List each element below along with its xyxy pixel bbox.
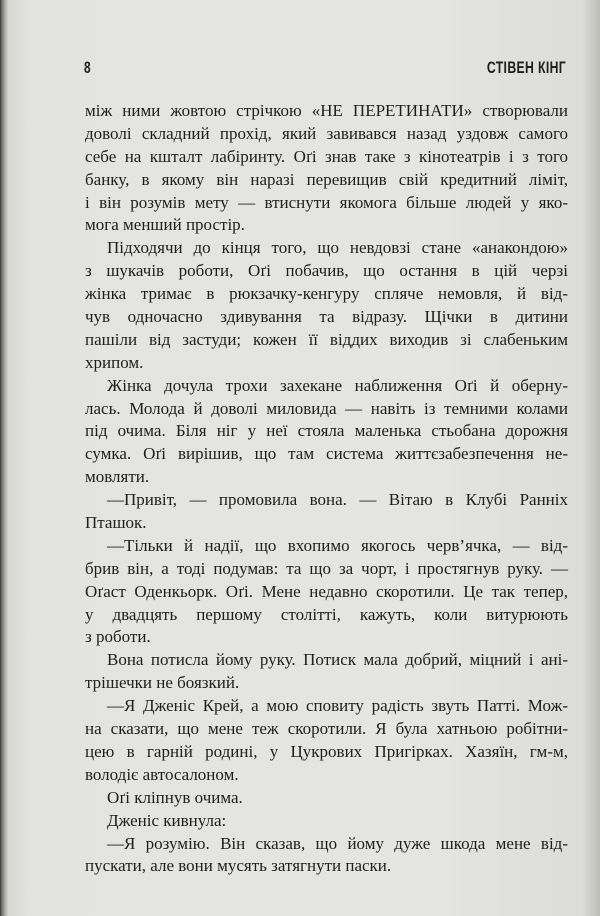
text-line: під очима. Біля ніг у неї стояла маленька стьобана дорожня bbox=[85, 421, 568, 441]
text-line: цею в гарній родині, у Цукрових Пригірках. Хазяїн, гм-м, bbox=[85, 741, 568, 761]
text-line: Пташок. bbox=[85, 513, 147, 533]
text-line: лась. Молода й доволі миловида — навіть із темними колами bbox=[85, 398, 568, 418]
text-line: Оґаст Оденкьорк. Оґі. Мене недавно скоротили. Це так тепер, bbox=[85, 581, 568, 601]
text-line: мовляти. bbox=[85, 467, 150, 487]
text-line: між ними жовтою стрічкою «НЕ ПЕРЕТИНАТИ» створювали bbox=[85, 101, 568, 120]
text-line: Дженіс кивнула: bbox=[107, 810, 227, 830]
body-text bbox=[85, 100, 568, 878]
text-line: —Я розумію. Він сказав, що йому дуже шкода мене від- bbox=[107, 833, 568, 853]
text-line: —Тільки й надії, що вхопимо якогось черв’ячка, — від- bbox=[107, 535, 568, 555]
text-line: доволі складний прохід, який завивався назад уздовж самого bbox=[85, 123, 568, 143]
text-line: з шукачів роботи, Оґі побачив, що остання в цій черзі bbox=[85, 261, 568, 281]
text-line: сумка. Оґі вирішив, що там система життєзабезпечення не- bbox=[85, 444, 568, 464]
text-line: Вона потисла йому руку. Потиск мала добрий, міцний і ані- bbox=[107, 650, 568, 670]
text-line: і він розумів мету — втиснути якомога більше людей у яко- bbox=[85, 192, 568, 212]
text-line: себе на кшталт лабіринту. Оґі знав таке з кінотеатрів і з того bbox=[85, 146, 568, 166]
text-line: хрипом. bbox=[85, 352, 144, 372]
text-line: володіє автосалоном. bbox=[85, 764, 239, 784]
running-head-author: СТІВЕН КІНГ bbox=[486, 58, 566, 77]
text-line: —Привіт, — промовила вона. — Вітаю в Клубі Ранніх bbox=[107, 490, 568, 510]
page-number: 8 bbox=[84, 58, 91, 77]
text-line: пашіли від застуди; кожен її віддих виходив зі слабеньким bbox=[85, 329, 568, 349]
text-line: у двадцять першому столітті, кажуть, коли витурюють bbox=[85, 604, 568, 624]
text-line: —Я Дженіс Крей, а мою сповиту радість звуть Патті. Мож- bbox=[107, 696, 568, 716]
text-line: з роботи. bbox=[85, 627, 151, 647]
text-line: на сказати, що мене теж скоротили. Я була хатньою робітни- bbox=[85, 719, 568, 739]
text-line: чув одночасно здивування та відразу. Щічки в дитини bbox=[85, 307, 568, 327]
text-line: мога менший простір. bbox=[85, 215, 245, 235]
text-line: Жінка дочула трохи захекане наближення Оґі й оберну- bbox=[107, 375, 568, 395]
text-line: Підходячи до кінця того, що невдовзі стане «анакондою» bbox=[107, 238, 568, 258]
text-line: банку, в якому він наразі перевищив свій кредитний ліміт, bbox=[85, 169, 568, 189]
text-line: пускати, але вони мусять затягнути паски. bbox=[85, 856, 392, 876]
text-line: жінка тримає в рюкзачку-кенгуру спляче немовля, й від- bbox=[85, 284, 568, 304]
text-line: трішечки не боязкий. bbox=[85, 673, 240, 693]
text-line: брив він, а тоді подумав: та що за чорт, і простягнув руку. — bbox=[85, 558, 568, 578]
text-line: Оґі кліпнув очима. bbox=[107, 787, 243, 807]
